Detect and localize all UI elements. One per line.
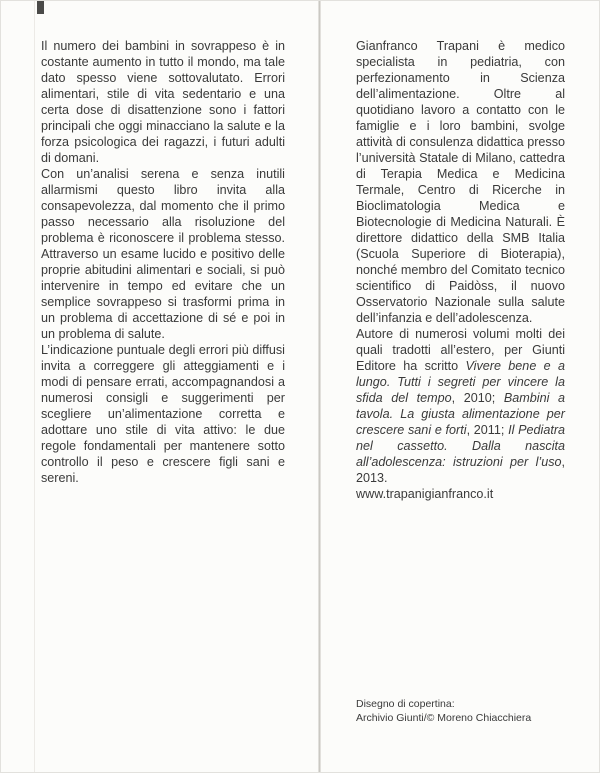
right-flap-author-bio [356, 38, 565, 502]
left-flap-synopsis [41, 38, 285, 486]
author-works-paragraph: Autore di numerosi volumi molti dei quali tradotti all’estero, per Giunti Editore ha scritto Vivere bene e a lungo. Tutti i segreti per vincere la sfida del tempo, 2010; Bambini a tavola. La giusta alimentazione per crescere sani e forti, 2011; Il Pediatra nel cassetto. Dalla nascita all’adolescenza: istruzioni per l’uso, 2013. [356, 327, 566, 485]
print-mark [37, 1, 44, 14]
synopsis-paragraph-2: Con un’analisi serena e senza inutili allarmismi questo libro invita alla consapevolezza, dal momento che il primo passo necessario alla risoluzione del problema è riconoscere il problema stesso. Attraverso un esame lucido e positivo delle proprie abitudini alimentari e sociali, si può intervenire in tempo ed evitare che un semplice sovrappeso si trasformi prima in un problema di accettazione di sé e poi in un problema di salute. [41, 167, 285, 341]
synopsis-paragraph-3: L’indicazione puntuale degli errori più diffusi invita a correggere gli atteggiamenti e i modi di pensare errati, accompagnandosi a numerosi consigli e suggerimenti per scegliere un’alimentazione corretta e adottare uno stile di vita attivo: le due regole fondamentali per mantenere sotto controllo il peso e crescere figli sani e sereni. [41, 343, 285, 485]
credit-line-2: Archivio Giunti/© Moreno Chiacchiera [356, 711, 532, 724]
synopsis-paragraph-1: Il numero dei bambini in sovrappeso è in costante aumento in tutto il mondo, ma tale dato spesso viene sottovalutato. Errori alimentari, stile di vita sedentario e una certa dose di disattenzione sono i fattori principali che oggi minacciano la salute e la forza psicologica dei ragazzi, i futuri adulti di domani. [41, 39, 285, 165]
left-fold-line [34, 1, 35, 772]
center-fold-line [318, 1, 321, 772]
author-bio-paragraph: Gianfranco Trapani è medico specialista in pediatria, con perfezionamento in Scienza dell’alimentazione. Oltre al quotidiano lavoro a contatto con le famiglie e i loro bambini, svolge attività di consulenza didattica presso l’università Statale di Milano, cattedra di Terapia Medica e Medicina Termale, Centro di Ricerche in Bioclimatologia Medica e Biotecnologie di Medicina Naturali. È direttore didattico della SMB Italia (Scuola Superiore di Bioterapia), nonché membro del Comitato tecnico scientifico di Paidòss, il nuovo Osservatorio Nazionale sulla salute dell’infanzia e dell’adolescenza. [356, 39, 565, 325]
cover-design-credit [356, 698, 531, 725]
credit-line-1: Disegno di copertina: [356, 698, 455, 710]
author-website: www.trapanigianfranco.it [356, 487, 494, 501]
